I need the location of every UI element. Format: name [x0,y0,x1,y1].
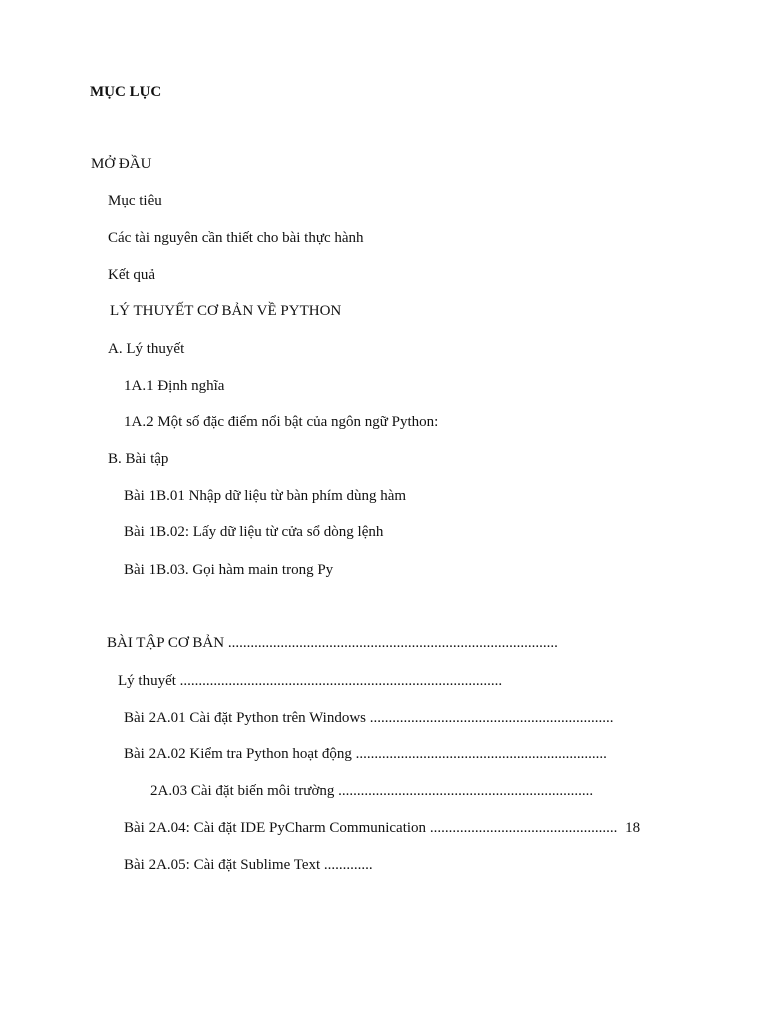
toc-entry-leader: ...................................................................................... [179,673,503,689]
toc-entry-text: Bài 1B.02: Lấy dữ liệu từ cửa sổ dòng lệnh [124,524,384,540]
toc-entry-leader: .................................................................... [338,783,594,799]
toc-entry-text: Bài 2A.04: Cài đặt IDE PyCharm Communication [124,820,427,836]
toc-entry-leader: ................................................................... [355,746,607,762]
toc-entry-page-number: 18 [625,820,641,836]
toc-entry [124,487,406,505]
toc-entry-text: Bài 1B.03. Gọi hàm main trong Py [124,562,334,578]
toc-entry-text: 1A.1 Định nghĩa [124,378,225,394]
toc-entry-text: Bài 1B.01 Nhập dữ liệu từ bàn phím dùng hàm [124,488,407,504]
toc-entry [108,340,184,358]
toc-entry [108,266,155,284]
toc-entry [124,709,614,727]
toc-entry-leader: ................................................................. [369,710,614,726]
toc-entry-text: 1A.2 Một số đặc điểm nổi bật của ngôn ngữ Python: [124,414,439,430]
toc-entry [124,561,333,579]
toc-entry [124,523,383,541]
toc-entry-text: A. Lý thuyết [108,341,185,357]
toc-heading: MỤC LỤC [90,84,162,100]
toc-entry-text: Kết quả [108,267,156,283]
toc-entry-text: 2A.03 Cài đặt biến môi trường [150,783,335,799]
toc-entry-text: Các tài nguyên cần thiết cho bài thực hành [108,230,364,246]
toc-entry-text: Bài 2A.01 Cài đặt Python trên Windows [124,710,367,726]
toc-entry-text: Lý thuyết [118,673,176,689]
toc-entry [108,229,364,247]
toc-entry [91,155,151,173]
toc-entry-text: Mục tiêu [108,193,162,209]
toc-entry [124,377,224,395]
toc-entry-text: B. Bài tập [108,451,169,467]
toc-entry [124,413,438,431]
toc-entry [110,302,341,320]
toc-entry-text: LÝ THUYẾT CƠ BẢN VỀ PYTHON [110,303,342,319]
toc-entry [108,450,168,468]
toc-entry [124,856,373,874]
toc-entry [108,192,162,210]
toc-entry-leader: .................................................. [429,820,618,836]
toc-entry-leader: ........................................................................................ [227,635,558,651]
toc-entry [118,672,502,690]
toc-entry-text: BÀI TẬP CƠ BẢN [107,635,225,651]
toc-entry-text: Bài 2A.02 Kiểm tra Python hoạt động [124,746,352,762]
toc-entry-leader: ............. [323,857,373,873]
toc-entry [107,634,558,652]
toc-entry [150,782,593,800]
toc-entry-text: Bài 2A.05: Cài đặt Sublime Text [124,857,321,873]
toc-entry [124,745,607,763]
toc-entry-text: MỞ ĐẦU [91,156,152,172]
toc-entry [124,819,640,837]
